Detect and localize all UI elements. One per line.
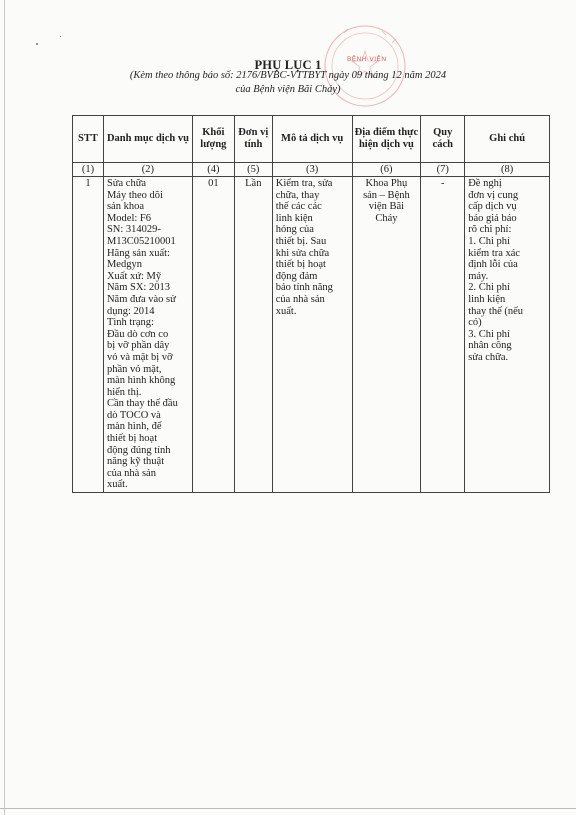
row-notes-line: thay thế (nếu: [468, 305, 524, 317]
row-description-line: linh kiện: [275, 212, 313, 224]
column-number: (1): [73, 163, 104, 177]
row-service-line: Năm SX: 2013: [106, 282, 170, 294]
row-service-line: M13C05210001: [106, 235, 176, 247]
row-notes-line: sửa chữa.: [468, 351, 509, 363]
row-description-line: bảo tính năng: [275, 282, 333, 294]
row-notes-line: nhân công: [468, 340, 512, 352]
row-service-line: thiết bị hoạt: [106, 433, 158, 445]
row-description-line: xuất.: [275, 305, 297, 317]
page-title: PHỤ LỤC 1: [254, 58, 322, 72]
row-service-line: Máy theo dõi: [106, 189, 163, 201]
row-notes-line: 3. Chi phí: [468, 328, 510, 340]
row-service-line: Đầu dò cơn co: [106, 328, 169, 340]
row-description-line: của nhà sản: [275, 293, 325, 305]
row-service-line: dụng: 2014: [106, 305, 155, 317]
row-description-line: thiết bị hoạt: [275, 259, 326, 271]
row-service-line: của nhà sản: [106, 467, 156, 479]
table-row: [73, 177, 550, 493]
row-notes: [465, 177, 550, 493]
column-number: (6): [352, 163, 421, 177]
row-notes-line: rõ chi phí:: [468, 224, 512, 236]
stamp-label: BỆNH VIỆN: [347, 56, 387, 63]
header-unit: Đơn vị tính: [234, 116, 272, 163]
row-notes-line: Đề nghị: [468, 178, 502, 189]
row-description-line: thế các các: [275, 201, 322, 213]
row-service-line: xuất.: [106, 479, 128, 491]
row-location-line: sản – Bệnh: [363, 189, 410, 201]
row-notes-line: linh kiện: [468, 293, 506, 305]
header-quantity: Khối lượng: [192, 116, 234, 163]
row-spec: -: [421, 177, 465, 493]
row-stt: 1: [73, 177, 104, 493]
header-description: Mô tả dịch vụ: [272, 116, 352, 163]
row-location-line: viện Bãi: [368, 201, 405, 213]
header-spec: Quy cách: [421, 116, 465, 163]
row-service-line: màn hình không: [106, 375, 176, 387]
row-description-line: Kiểm tra, sửa: [275, 178, 333, 189]
column-number: (2): [103, 163, 192, 177]
row-service-line: Hãng sản xuất:: [106, 247, 170, 259]
row-service-line: vỏ và mặt bị vỡ: [106, 351, 173, 363]
row-notes-line: báo giá báo: [468, 212, 517, 224]
row-description-line: động đảm: [275, 270, 318, 282]
row-description-line: hỏng của: [275, 224, 314, 236]
page-edge: [4, 0, 5, 815]
column-number: (3): [272, 163, 352, 177]
row-description: [272, 177, 352, 493]
row-location: [352, 177, 421, 493]
row-service-line: năng kỹ thuật: [106, 456, 165, 468]
column-number: (4): [192, 163, 234, 177]
header-notes: Ghi chú: [465, 116, 550, 163]
row-description-line: thiết bị. Sau: [275, 235, 327, 247]
row-service-line: Medgyn: [106, 259, 142, 271]
row-notes-line: 2. Chi phí: [468, 282, 510, 294]
subtitle-line-1: (Kèm theo thông báo số: 2176/BVBC-VTTBYT ngày 09 tháng 12 năm 2024: [129, 70, 447, 81]
row-notes-line: có): [468, 317, 482, 329]
row-service-line: SN: 314029-: [106, 224, 161, 236]
row-service-line: phần vỏ mặt,: [106, 363, 162, 375]
row-service-line: Tình trạng:: [106, 317, 154, 329]
header-service: Danh mục dịch vụ: [103, 116, 192, 163]
scan-speck: [60, 36, 61, 37]
row-description-line: khi sửa chữa: [275, 247, 330, 259]
row-location-line: Khoa Phụ: [365, 178, 408, 189]
service-table: [72, 115, 550, 493]
scan-speck: [36, 43, 38, 45]
row-service-line: động đúng tính: [106, 444, 171, 456]
row-description-line: chữa, thay: [275, 189, 320, 201]
row-notes-line: đơn vị cung: [468, 189, 519, 201]
row-notes-line: máy.: [468, 270, 489, 282]
row-service: [103, 177, 192, 493]
table-header-row: [73, 116, 550, 163]
row-unit: Lần: [234, 177, 272, 493]
column-number: (7): [421, 163, 465, 177]
row-notes-line: cấp dịch vụ: [468, 201, 517, 213]
row-service-line: Sửa chữa: [106, 178, 147, 189]
row-service-line: Model: F6: [106, 212, 152, 224]
row-notes-line: 1. Chi phí: [468, 235, 510, 247]
column-number: (5): [234, 163, 272, 177]
row-notes-line: kiểm tra xác: [468, 247, 521, 259]
row-notes-line: định lỗi của: [468, 259, 518, 271]
row-service-line: Xuất xứ: Mỹ: [106, 270, 162, 282]
header-stt: STT: [73, 116, 104, 163]
row-service-line: bị vỡ phần dây: [106, 340, 170, 352]
row-location-line: Cháy: [375, 212, 398, 224]
column-number: (8): [465, 163, 550, 177]
row-service-line: màn hình, để: [106, 421, 162, 433]
row-service-line: sản khoa: [106, 201, 145, 213]
row-service-line: dò TOCO và: [106, 409, 161, 421]
column-number-row: [73, 163, 550, 177]
row-service-line: hiển thị.: [106, 386, 142, 398]
row-service-line: Năm đưa vào sử: [106, 293, 176, 305]
row-quantity: 01: [192, 177, 234, 493]
subtitle-line-2: của Bệnh viện Bãi Cháy): [235, 84, 341, 95]
page-edge-bottom: [0, 808, 576, 809]
row-service-line: Cần thay thế đầu: [106, 398, 178, 410]
header-location: Địa điểm thực hiện dịch vụ: [352, 116, 421, 163]
